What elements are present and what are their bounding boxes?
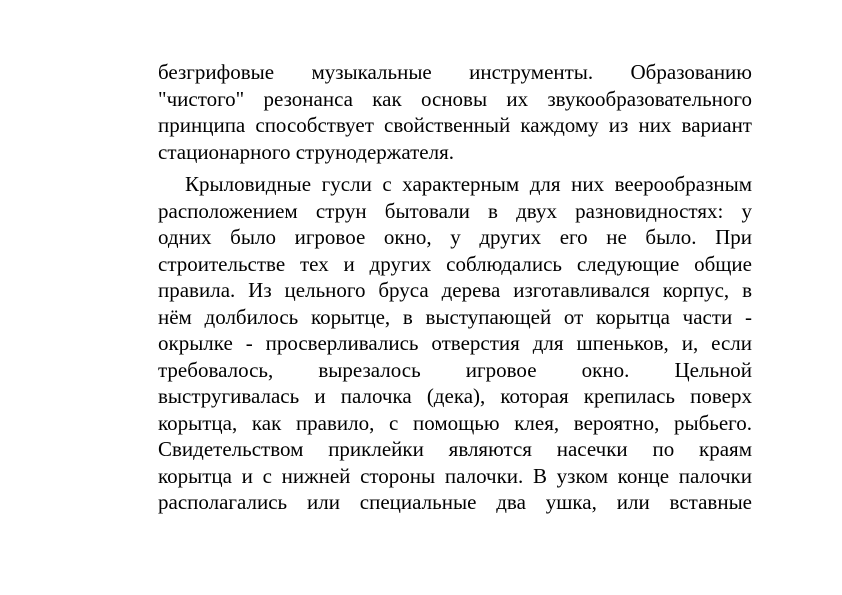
- text-line: нём долбилось корытце, в выступающей от корытца части -: [158, 304, 752, 329]
- text-line: Крыловидные гусли с характерным для них веерообразным: [185, 172, 752, 196]
- body-text: [158, 59, 752, 516]
- text-line: принципа способствует свойственный каждому из них вариант: [158, 113, 752, 137]
- text-line: правила. Из цельного бруса дерева изготавливался корпус, в: [158, 278, 752, 302]
- text-line: одних было игровое окно, у других его не было. При: [158, 225, 752, 249]
- text-line: стационарного струнодержателя.: [158, 139, 454, 164]
- text-line: корытца, как правило, с помощью клея, вероятно, рыбьего.: [158, 410, 752, 435]
- text-line: "чистого" резонанса как основы их звукообразовательного: [158, 86, 752, 111]
- text-line: располагались или специальные два ушка, или вставные: [158, 490, 752, 514]
- text-line: корытца и с нижней стороны палочки. В узком конце палочки: [158, 463, 752, 488]
- text-line: безгрифовые музыкальные инструменты. Образованию: [158, 60, 752, 84]
- text-line: строительстве тех и других соблюдались следующие общие: [158, 251, 752, 276]
- text-line: окрылке - просверливались отверстия для шпеньков, и, если: [158, 331, 752, 355]
- text-line: Свидетельством приклейки являются насечки по краям: [158, 437, 752, 461]
- text-line: расположением струн бытовали в двух разновидностях: у: [158, 198, 752, 223]
- text-line: требовалось, вырезалось игровое окно. Цельной: [158, 357, 752, 382]
- text-line: выстругивалась и палочка (дека), которая крепилась поверх: [158, 384, 752, 408]
- paragraph-2: [158, 171, 752, 516]
- paragraph-1: [158, 59, 752, 165]
